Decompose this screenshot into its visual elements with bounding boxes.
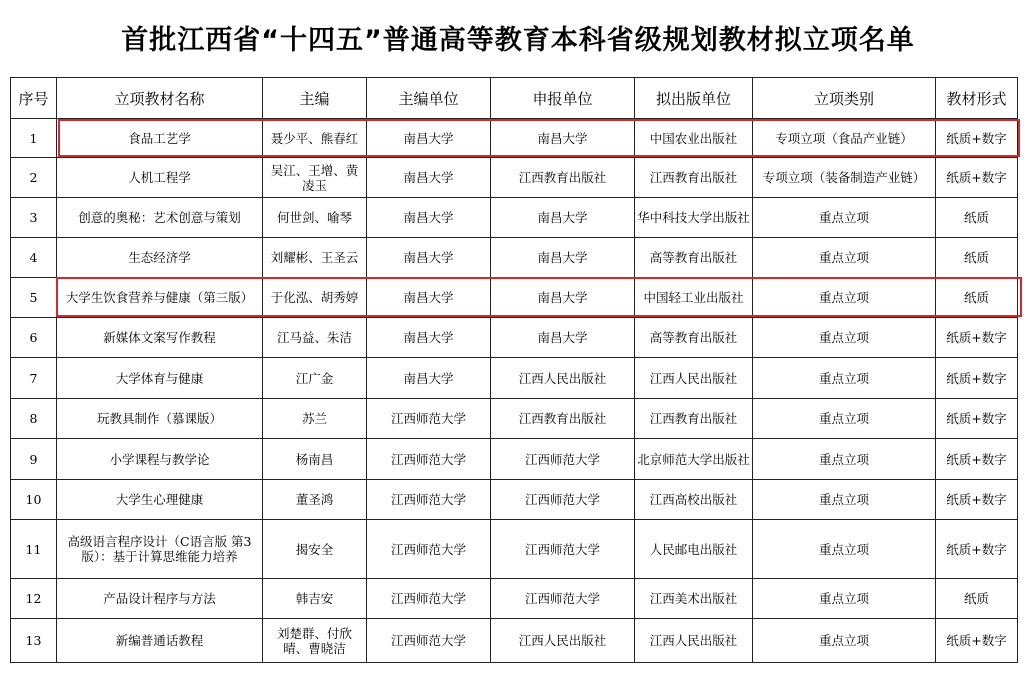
table-cell: 6	[11, 318, 57, 358]
table-cell: 11	[11, 520, 57, 579]
table-cell: 纸质	[936, 238, 1018, 278]
table-cell: 创意的奥秘：艺术创意与策划	[57, 198, 263, 238]
table-cell: 纸质	[936, 278, 1018, 318]
table-cell: 南昌大学	[367, 198, 491, 238]
table-cell: 纸质+数字	[936, 439, 1018, 480]
table-row	[11, 399, 1018, 439]
table-row	[11, 358, 1018, 399]
table-cell: 重点立项	[753, 318, 936, 358]
table-cell: 江西师范大学	[491, 579, 635, 619]
table-cell: 何世剑、喻琴	[263, 198, 367, 238]
table-row	[11, 439, 1018, 480]
table-cell: 重点立项	[753, 439, 936, 480]
table-cell: 南昌大学	[367, 119, 491, 158]
table-cell: 江西人民出版社	[491, 619, 635, 663]
table-cell: 江西高校出版社	[635, 480, 753, 520]
table-cell: 南昌大学	[367, 358, 491, 399]
table-cell: 高等教育出版社	[635, 238, 753, 278]
table-cell: 南昌大学	[491, 238, 635, 278]
table-cell: 大学体育与健康	[57, 358, 263, 399]
table-cell: 7	[11, 358, 57, 399]
table-row	[11, 579, 1018, 619]
header-cell: 主编	[263, 78, 367, 119]
table-cell: 生态经济学	[57, 238, 263, 278]
table-cell: 高级语言程序设计（C语言版 第3版）：基于计算思维能力培养	[57, 520, 263, 579]
table-cell: 重点立项	[753, 579, 936, 619]
table-cell: 新编普通话教程	[57, 619, 263, 663]
header-row	[11, 78, 1018, 119]
table-cell: 江西师范大学	[367, 619, 491, 663]
table-cell: 江西师范大学	[367, 520, 491, 579]
table-cell: 人机工程学	[57, 158, 263, 198]
table-cell: 杨南昌	[263, 439, 367, 480]
table-cell: 重点立项	[753, 358, 936, 399]
table-row	[11, 158, 1018, 198]
table-cell: 董圣鸿	[263, 480, 367, 520]
header-cell: 拟出版单位	[635, 78, 753, 119]
table-cell: 江广金	[263, 358, 367, 399]
header-cell: 教材形式	[936, 78, 1018, 119]
table-row	[11, 520, 1018, 579]
table-cell: 江西师范大学	[367, 439, 491, 480]
table-cell: 南昌大学	[367, 158, 491, 198]
table-cell: 10	[11, 480, 57, 520]
table-cell: 江西师范大学	[367, 480, 491, 520]
table-cell: 玩教具制作（慕课版）	[57, 399, 263, 439]
table-cell: 于化泓、胡秀婷	[263, 278, 367, 318]
table-cell: 纸质+数字	[936, 399, 1018, 439]
table-cell: 人民邮电出版社	[635, 520, 753, 579]
table-cell: 北京师范大学出版社	[635, 439, 753, 480]
table-cell: 南昌大学	[491, 278, 635, 318]
table-row	[11, 318, 1018, 358]
table-cell: 刘耀彬、王圣云	[263, 238, 367, 278]
table-cell: 高等教育出版社	[635, 318, 753, 358]
table-cell: 大学生心理健康	[57, 480, 263, 520]
table-cell: 南昌大学	[367, 318, 491, 358]
table-cell: 吴江、王增、黄凌玉	[263, 158, 367, 198]
table-cell: 12	[11, 579, 57, 619]
table-cell: 纸质	[936, 198, 1018, 238]
table-cell: 纸质+数字	[936, 119, 1018, 158]
table-cell: 新媒体文案写作教程	[57, 318, 263, 358]
table-cell: 产品设计程序与方法	[57, 579, 263, 619]
table-cell: 专项立项（装备制造产业链）	[753, 158, 936, 198]
table-row	[11, 619, 1018, 663]
table-cell: 9	[11, 439, 57, 480]
table-cell: 江西教育出版社	[491, 158, 635, 198]
table-cell: 南昌大学	[367, 278, 491, 318]
textbook-table	[10, 77, 1018, 663]
table-cell: 江西人民出版社	[491, 358, 635, 399]
table-cell: 江西教育出版社	[635, 399, 753, 439]
table-cell: 纸质+数字	[936, 358, 1018, 399]
table-cell: 4	[11, 238, 57, 278]
table-cell: 8	[11, 399, 57, 439]
table-cell: 重点立项	[753, 238, 936, 278]
table-cell: 中国轻工业出版社	[635, 278, 753, 318]
table-row	[11, 119, 1018, 158]
table-cell: 3	[11, 198, 57, 238]
table-cell: 南昌大学	[367, 238, 491, 278]
header-cell: 申报单位	[491, 78, 635, 119]
table-cell: 纸质+数字	[936, 158, 1018, 198]
table-cell: 纸质+数字	[936, 619, 1018, 663]
table-cell: 中国农业出版社	[635, 119, 753, 158]
table-cell: 南昌大学	[491, 198, 635, 238]
table-cell: 江西师范大学	[491, 520, 635, 579]
page-title: 首批江西省“十四五”普通高等教育本科省级规划教材拟立项名单	[121, 25, 915, 56]
table-row	[11, 198, 1018, 238]
table-cell: 苏兰	[263, 399, 367, 439]
table-cell: 纸质+数字	[936, 480, 1018, 520]
table-cell: 重点立项	[753, 198, 936, 238]
table-cell: 江西美术出版社	[635, 579, 753, 619]
table-cell: 5	[11, 278, 57, 318]
table-cell: 纸质+数字	[936, 318, 1018, 358]
table-cell: 1	[11, 119, 57, 158]
table-cell: 江西教育出版社	[491, 399, 635, 439]
table-cell: 江西人民出版社	[635, 619, 753, 663]
table-cell: 江马益、朱洁	[263, 318, 367, 358]
table-cell: 重点立项	[753, 480, 936, 520]
table-cell: 刘楚群、付欣晴、曹晓洁	[263, 619, 367, 663]
table-cell: 2	[11, 158, 57, 198]
header-cell: 立项教材名称	[57, 78, 263, 119]
table-row	[11, 238, 1018, 278]
table-cell: 重点立项	[753, 278, 936, 318]
table-row	[11, 480, 1018, 520]
table-cell: 重点立项	[753, 619, 936, 663]
table-cell: 江西教育出版社	[635, 158, 753, 198]
table-cell: 13	[11, 619, 57, 663]
table-cell: 南昌大学	[491, 318, 635, 358]
table-cell: 江西师范大学	[491, 480, 635, 520]
table-cell: 江西师范大学	[367, 579, 491, 619]
table-row	[11, 278, 1018, 318]
table-cell: 南昌大学	[491, 119, 635, 158]
table-cell: 江西人民出版社	[635, 358, 753, 399]
header-cell: 序号	[11, 78, 57, 119]
table-cell: 江西师范大学	[367, 399, 491, 439]
header-cell: 主编单位	[367, 78, 491, 119]
table-cell: 专项立项（食品产业链）	[753, 119, 936, 158]
table-cell: 纸质	[936, 579, 1018, 619]
table-cell: 揭安全	[263, 520, 367, 579]
table-cell: 小学课程与教学论	[57, 439, 263, 480]
header-cell: 立项类别	[753, 78, 936, 119]
table-cell: 重点立项	[753, 520, 936, 579]
table-cell: 江西师范大学	[491, 439, 635, 480]
table-cell: 重点立项	[753, 399, 936, 439]
table-cell: 大学生饮食营养与健康（第三版）	[57, 278, 263, 318]
table-cell: 纸质+数字	[936, 520, 1018, 579]
table-cell: 食品工艺学	[57, 119, 263, 158]
table-cell: 华中科技大学出版社	[635, 198, 753, 238]
table-cell: 韩吉安	[263, 579, 367, 619]
table-cell: 聂少平、熊春红	[263, 119, 367, 158]
